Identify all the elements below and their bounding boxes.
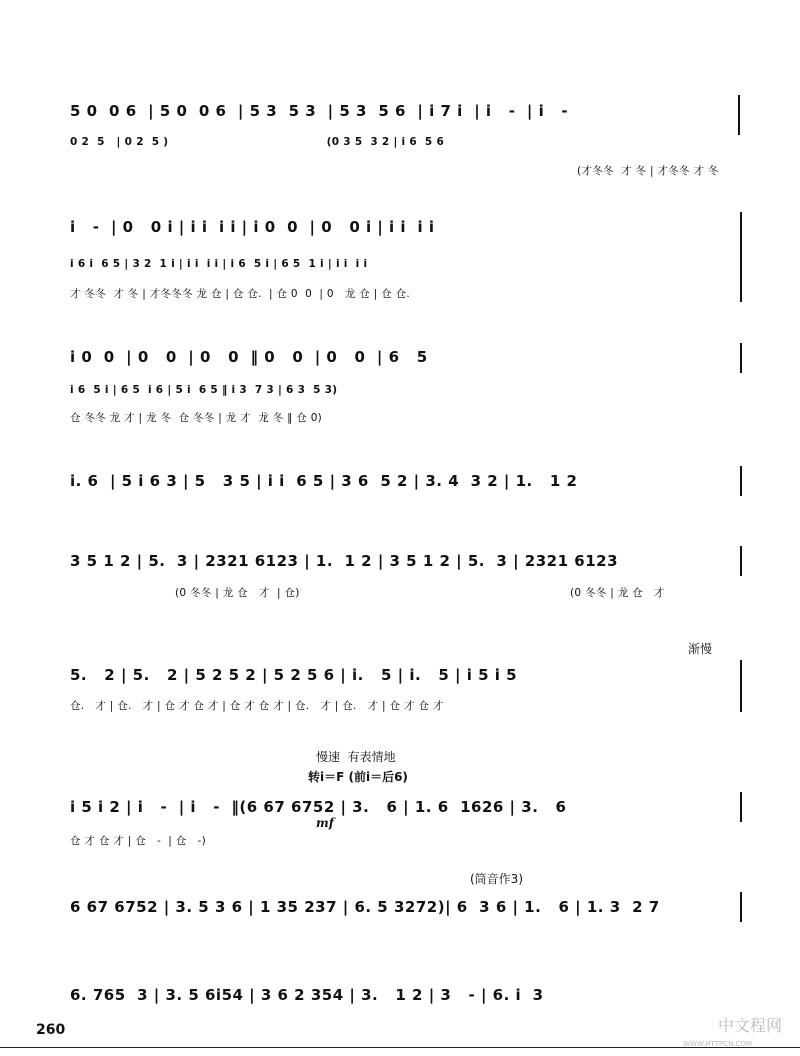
- system-8-end-barline: [740, 892, 742, 922]
- tempo-mark-ritardando: 渐慢: [688, 642, 713, 656]
- system-2-accompaniment: i 6 i 6 5 | 3 2 1 i | i i i i | i 6 5 i | 6 5 1 i | i i i i: [70, 258, 368, 270]
- watermark-logo: 中文程网: [717, 1016, 782, 1035]
- tempo-mark-expressive: 慢速 有表情地: [316, 750, 396, 764]
- key-change-marking: 转i＝F (前i＝后6): [308, 770, 408, 784]
- system-6-melody: 5. 2 | 5. 2 | 5 2 5 2 | 5 2 5 6 | i. 5 | i. 5 | i 5 i 5: [70, 666, 518, 684]
- system-1-accompaniment: 0 2 5 | 0 2 5 ) (0 3 5 3 2 | i 6 5 6: [70, 136, 445, 148]
- system-5-melody: 3 5 1 2 | 5. 3 | 2321 6123 | 1. 1 2 | 3 5 1 2 | 5. 3 | 2321 6123: [70, 552, 619, 570]
- system-5-end-barline: [740, 546, 742, 576]
- system-2-melody: i - | 0 0 i | i i i i | i 0 0 | 0 0 i | i i i i: [70, 218, 435, 236]
- system-5-percussion-a: (0 冬冬 | 龙 仓 才 | 仓): [175, 587, 300, 599]
- system-1-percussion: (才冬冬 才 冬 | 才冬冬 才 冬: [577, 165, 719, 177]
- system-7-percussion: 仓 才 仓 才 | 仓 - | 仓 -): [70, 835, 206, 847]
- fingering-annotation: (筒音作3): [470, 872, 523, 886]
- system-2-end-barline: [740, 212, 742, 302]
- system-9-melody: 6. 765 3 | 3. 5 6i54 | 3 6 2 354 | 3. 1 2 | 3 - | 6. i 3: [70, 986, 544, 1004]
- system-3-melody: i 0 0 | 0 0 | 0 0 ‖ 0 0 | 0 0 | 6 5: [70, 348, 428, 366]
- system-3-percussion: 仓 冬冬 龙 才 | 龙 冬 仓 冬冬 | 龙 才 龙 冬 ‖ 仓 0): [70, 412, 323, 424]
- watermark-url: WWW.HTTPCN.COM: [683, 1040, 752, 1048]
- page-number: 260: [36, 1022, 66, 1038]
- system-7-melody: i 5 i 2 | i - | i - ‖(6 67 6752 | 3. 6 | 1. 6 1626 | 3. 6: [70, 798, 567, 816]
- system-3-accompaniment: i 6 5 i | 6 5 i 6 | 5 i 6 5 ‖ i 3 7 3 | 6 3 5 3): [70, 384, 338, 396]
- system-7-end-barline: [740, 792, 742, 822]
- system-1-end-barline: [738, 95, 740, 135]
- system-3-end-barline: [740, 343, 742, 373]
- system-6-percussion: 仓. 才 | 仓. 才 | 仓 才 仓 才 | 仓 才 仓 才 | 仓. 才 | 仓. 才 | 仓 才 仓 才: [70, 700, 444, 712]
- system-2-percussion: 才 冬冬 才 冬 | 才冬冬冬 龙 仓 | 仓 仓. | 仓 0 0 | 0 龙 仓 | 仓 仓.: [70, 288, 411, 300]
- system-5-percussion-b: (0 冬冬 | 龙 仓 才: [570, 587, 665, 599]
- system-6-end-barline: [740, 660, 742, 712]
- system-4-end-barline: [740, 466, 742, 496]
- bottom-rule: [0, 1047, 800, 1048]
- dynamic-mf: mf: [316, 816, 334, 830]
- system-4-melody: i. 6 | 5 i 6 3 | 5 3 5 | i i 6 5 | 3 6 5 2 | 3. 4 3 2 | 1. 1 2: [70, 472, 578, 490]
- system-1-melody: 5 0 0 6 | 5 0 0 6 | 5 3 5 3 | 5 3 5 6 | i 7 i | i - | i -: [70, 102, 569, 120]
- system-8-melody: 6 67 6752 | 3. 5 3 6 | 1 35 237 | 6. 5 3272)| 6 3 6 | 1. 6 | 1. 3 2 7: [70, 898, 660, 916]
